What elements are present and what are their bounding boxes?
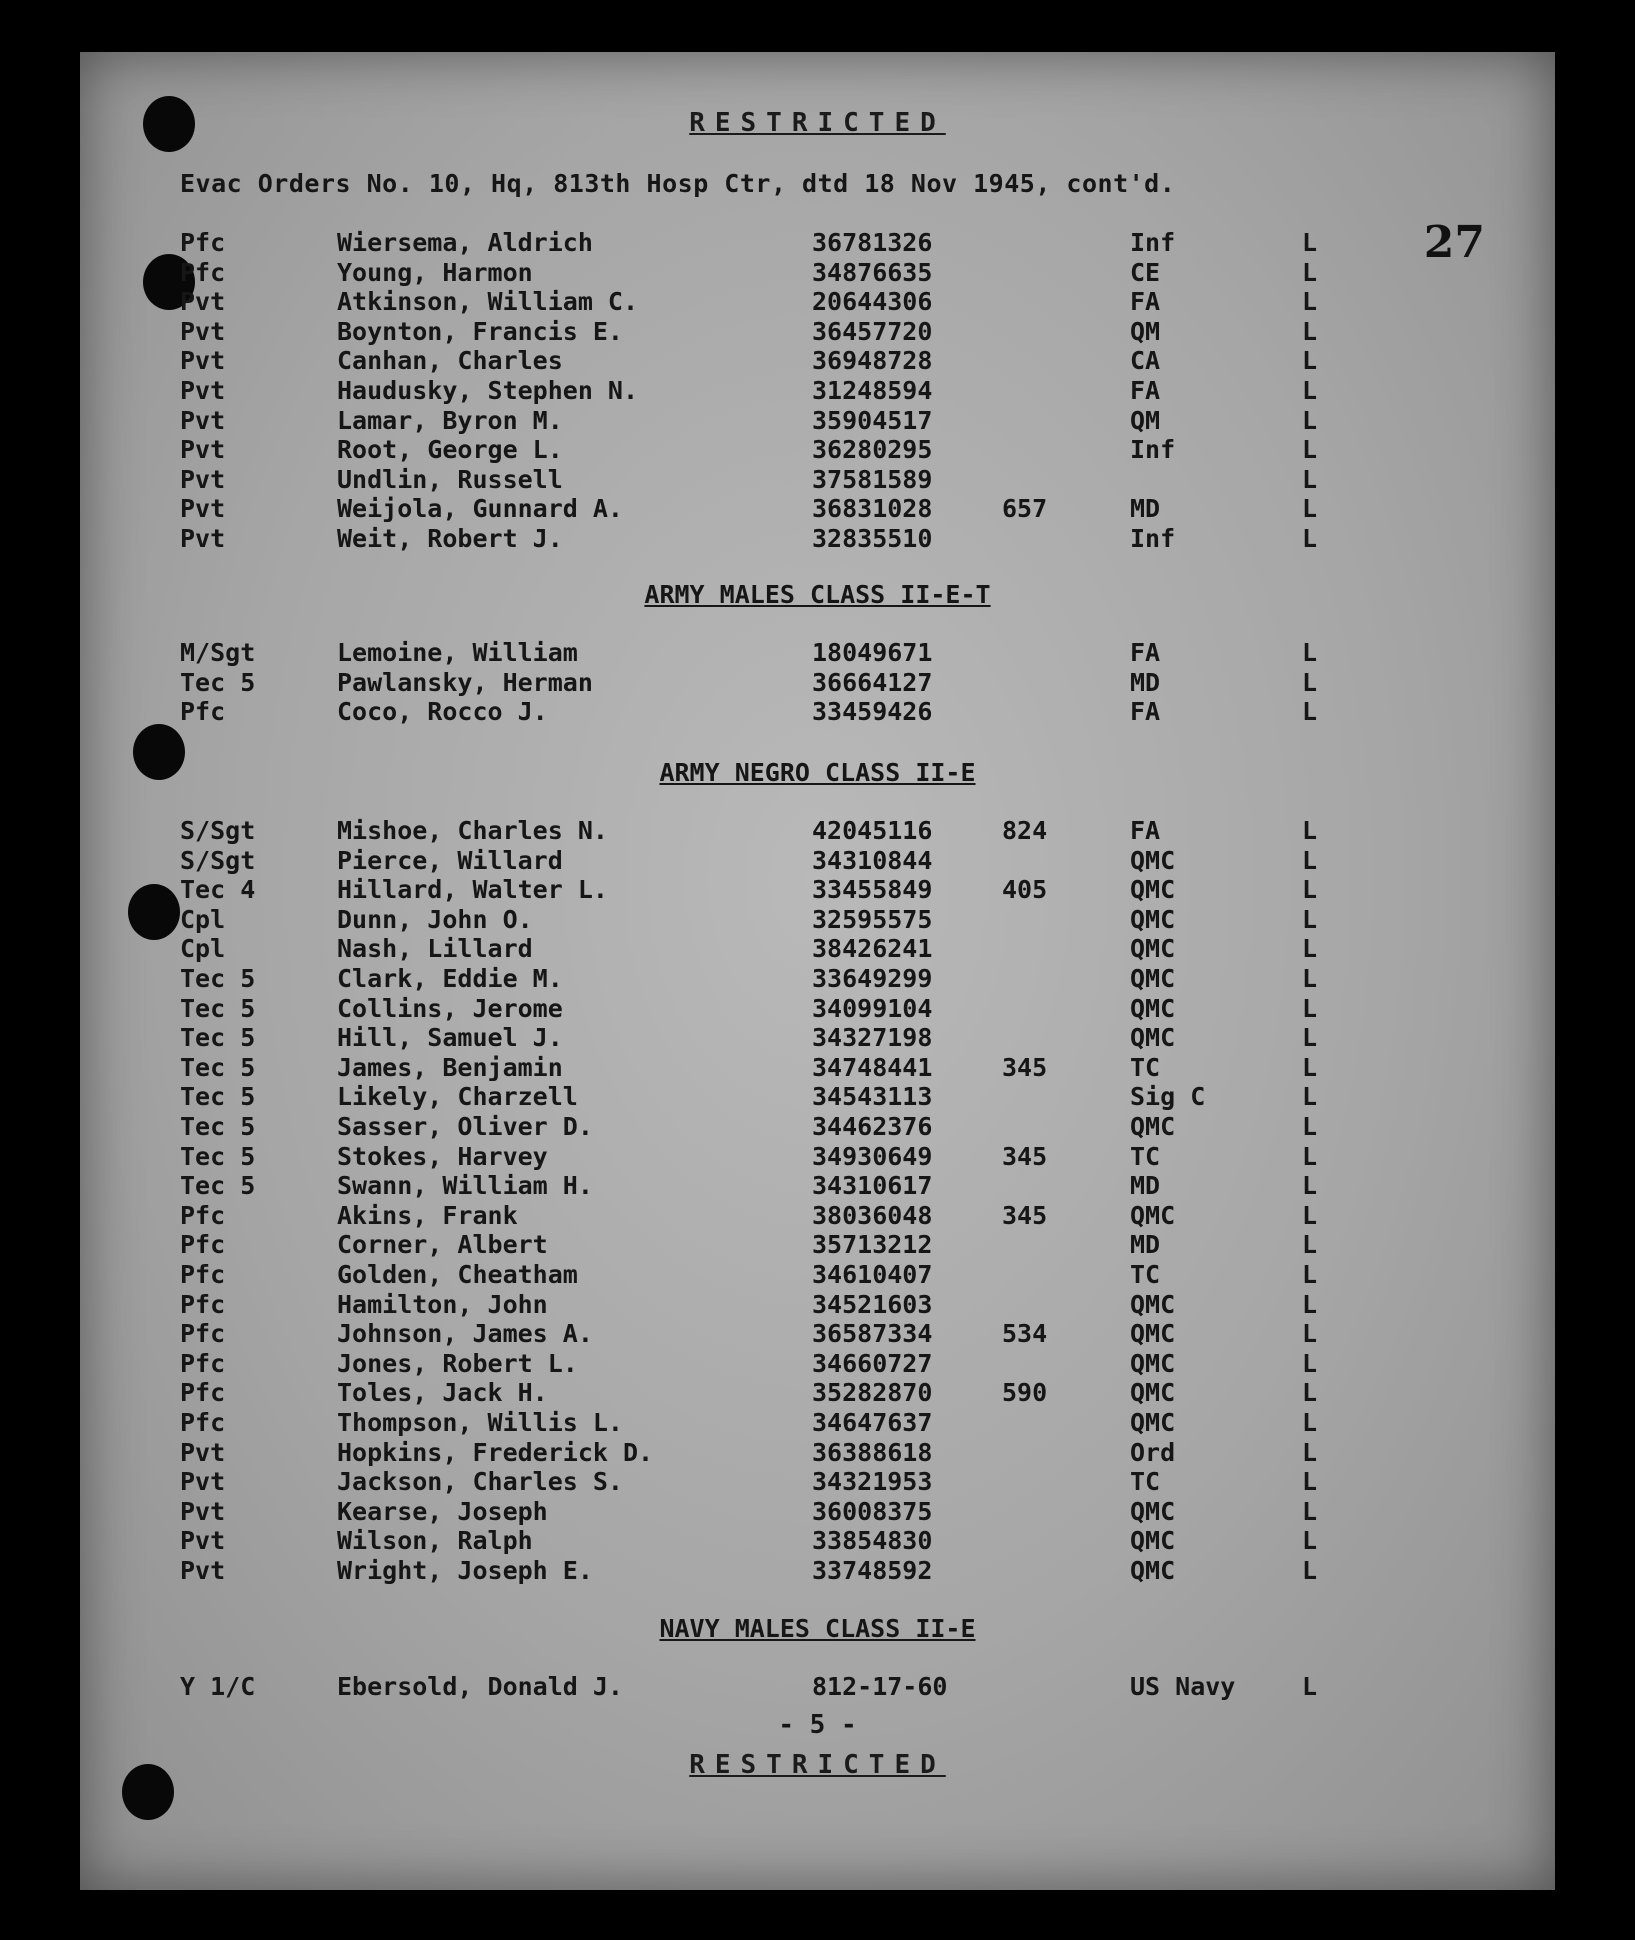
roster-rank: Pvt xyxy=(180,524,226,553)
roster-serial: 34610407 xyxy=(812,1260,933,1289)
roster-name: Lamar, Byron M. xyxy=(337,405,563,435)
roster-row xyxy=(80,1230,1555,1259)
roster-branch: QMC xyxy=(1130,993,1176,1023)
roster-branch: FA xyxy=(1130,638,1161,667)
roster-rank: Pfc xyxy=(180,1319,226,1349)
roster-branch: Inf xyxy=(1130,435,1176,465)
roster-rank: Tec 4 xyxy=(180,875,256,905)
roster-name: Nash, Lillard xyxy=(337,934,533,964)
roster-status: L xyxy=(1302,1378,1318,1408)
roster-row xyxy=(80,228,1555,257)
roster-serial: 38426241 xyxy=(812,934,933,964)
roster-rank: Tec 5 xyxy=(180,1082,256,1112)
roster-serial: 33455849 xyxy=(812,875,933,905)
roster-branch: QMC xyxy=(1130,875,1176,905)
roster-status: L xyxy=(1302,524,1318,553)
roster-status: L xyxy=(1302,1467,1318,1497)
roster-branch: Inf xyxy=(1130,524,1176,553)
roster-branch: MD xyxy=(1130,494,1161,524)
roster-name: Akins, Frank xyxy=(337,1200,518,1230)
roster-branch: FA xyxy=(1130,376,1161,405)
roster-status: L xyxy=(1302,1408,1318,1437)
roster-serial: 42045116 xyxy=(812,816,933,845)
roster-status: L xyxy=(1302,993,1318,1023)
roster-rank: Pvt xyxy=(180,1556,226,1585)
roster-rank: Pfc xyxy=(180,1408,226,1437)
roster-rank: Tec 5 xyxy=(180,1141,256,1171)
roster-serial: 36280295 xyxy=(812,435,933,465)
roster-name: Hill, Samuel J. xyxy=(337,1023,563,1053)
roster-serial: 812-17-60 xyxy=(812,1672,948,1701)
roster-serial: 34321953 xyxy=(812,1467,933,1497)
roster-row xyxy=(80,435,1555,464)
roster-branch: QMC xyxy=(1130,934,1176,964)
roster-branch: FA xyxy=(1130,287,1161,317)
roster-name: Jones, Robert L. xyxy=(337,1348,578,1378)
roster-branch: Sig C xyxy=(1130,1082,1206,1112)
roster-rank: Pfc xyxy=(180,257,226,287)
roster-rank: Tec 5 xyxy=(180,1052,256,1082)
roster-status: L xyxy=(1302,287,1318,317)
roster-name: Collins, Jerome xyxy=(337,993,563,1023)
roster-status: L xyxy=(1302,1289,1318,1319)
roster-rank: Pfc xyxy=(180,1348,226,1378)
roster-status: L xyxy=(1302,346,1318,376)
roster-status: L xyxy=(1302,1437,1318,1467)
roster-rank: M/Sgt xyxy=(180,638,256,667)
roster-rank: Pfc xyxy=(180,697,226,727)
restricted-heading-top: RESTRICTED xyxy=(689,108,946,138)
roster-branch: MD xyxy=(1130,1171,1161,1201)
roster-name: Pierce, Willard xyxy=(337,845,563,875)
roster-name: Dunn, John O. xyxy=(337,904,533,934)
roster-row xyxy=(80,1672,1555,1701)
roster-name: Stokes, Harvey xyxy=(337,1141,548,1171)
roster-branch: FA xyxy=(1130,816,1161,845)
roster-name: Jackson, Charles S. xyxy=(337,1467,623,1497)
roster-row xyxy=(80,964,1555,993)
roster-serial: 34647637 xyxy=(812,1408,933,1437)
roster-status: L xyxy=(1302,1230,1318,1260)
roster-rank: Tec 5 xyxy=(180,1023,256,1053)
roster-status: L xyxy=(1302,1556,1318,1585)
roster-name: Undlin, Russell xyxy=(337,464,563,494)
roster-code: 824 xyxy=(1002,816,1048,845)
roster-serial: 36781326 xyxy=(812,228,933,257)
roster-serial: 34310844 xyxy=(812,845,933,875)
roster-status: L xyxy=(1302,1141,1318,1171)
roster-branch: QMC xyxy=(1130,1526,1176,1556)
roster-rank: Tec 5 xyxy=(180,1171,256,1201)
roster-status: L xyxy=(1302,845,1318,875)
roster-rank: Pvt xyxy=(180,346,226,376)
roster-branch: QMC xyxy=(1130,1378,1176,1408)
roster-status: L xyxy=(1302,228,1318,257)
roster-rank: Pvt xyxy=(180,435,226,465)
roster-row xyxy=(80,494,1555,523)
roster-serial: 32835510 xyxy=(812,524,933,553)
roster-status: L xyxy=(1302,697,1318,727)
roster-rank: Tec 5 xyxy=(180,993,256,1023)
roster-row xyxy=(80,994,1555,1023)
roster-status: L xyxy=(1302,638,1318,667)
roster-name: Young, Harmon xyxy=(337,257,533,287)
roster-rank: Pfc xyxy=(180,1230,226,1260)
roster-rank: Pfc xyxy=(180,228,226,257)
roster-branch: QMC xyxy=(1130,1112,1176,1141)
roster-branch: TC xyxy=(1130,1260,1161,1289)
roster-serial: 36388618 xyxy=(812,1437,933,1467)
roster-status: L xyxy=(1302,1319,1318,1349)
roster-serial: 36457720 xyxy=(812,316,933,346)
roster-row xyxy=(80,1112,1555,1141)
roster-rank: S/Sgt xyxy=(180,845,256,875)
roster-status: L xyxy=(1302,405,1318,435)
roster-status: L xyxy=(1302,1052,1318,1082)
roster-branch: QM xyxy=(1130,316,1161,346)
roster-status: L xyxy=(1302,257,1318,287)
roster-rank: Pvt xyxy=(180,464,226,494)
roster-status: L xyxy=(1302,964,1318,993)
roster-row xyxy=(80,934,1555,963)
roster-status: L xyxy=(1302,1171,1318,1201)
roster-name: Ebersold, Donald J. xyxy=(337,1672,623,1701)
roster-name: Kearse, Joseph xyxy=(337,1496,548,1526)
roster-name: Weijola, Gunnard A. xyxy=(337,494,623,524)
roster-status: L xyxy=(1302,464,1318,494)
roster-branch: US Navy xyxy=(1130,1672,1236,1701)
roster-row xyxy=(80,317,1555,346)
roster-name: Corner, Albert xyxy=(337,1230,548,1260)
roster-status: L xyxy=(1302,1348,1318,1378)
roster-serial: 36948728 xyxy=(812,346,933,376)
roster-branch: TC xyxy=(1130,1467,1161,1497)
roster-name: Clark, Eddie M. xyxy=(337,964,563,993)
roster-serial: 34876635 xyxy=(812,257,933,287)
roster-rank: Y 1/C xyxy=(180,1672,256,1701)
roster-name: Canhan, Charles xyxy=(337,346,563,376)
roster-name: Boynton, Francis E. xyxy=(337,316,623,346)
section-title-army-males-ii-e-t: ARMY MALES CLASS II-E-T xyxy=(644,580,991,609)
roster-rank: Pfc xyxy=(180,1200,226,1230)
roster-serial: 34462376 xyxy=(812,1112,933,1141)
roster-rank: Tec 5 xyxy=(180,964,256,993)
roster-code: 345 xyxy=(1002,1141,1048,1171)
roster-row xyxy=(80,1556,1555,1585)
roster-name: Weit, Robert J. xyxy=(337,524,563,553)
roster-serial: 38036048 xyxy=(812,1200,933,1230)
roster-row xyxy=(80,1023,1555,1052)
roster-branch: QMC xyxy=(1130,1496,1176,1526)
roster-rank: Pfc xyxy=(180,1289,226,1319)
roster-serial: 34748441 xyxy=(812,1052,933,1082)
roster-name: Sasser, Oliver D. xyxy=(337,1112,593,1141)
roster-serial: 18049671 xyxy=(812,638,933,667)
roster-code: 534 xyxy=(1002,1319,1048,1349)
roster-status: L xyxy=(1302,816,1318,845)
order-reference-line: Evac Orders No. 10, Hq, 813th Hosp Ctr, dtd 18 Nov 1945, cont'd. xyxy=(180,169,1176,198)
roster-name: Wright, Joseph E. xyxy=(337,1556,593,1585)
roster-rank: S/Sgt xyxy=(180,816,256,845)
roster-name: Mishoe, Charles N. xyxy=(337,816,608,845)
roster-serial: 31248594 xyxy=(812,376,933,405)
roster-rank: Pvt xyxy=(180,1437,226,1467)
roster-name: Root, George L. xyxy=(337,435,563,465)
roster-serial: 34327198 xyxy=(812,1023,933,1053)
roster-name: Coco, Rocco J. xyxy=(337,697,548,727)
roster-serial: 33459426 xyxy=(812,697,933,727)
roster-serial: 35282870 xyxy=(812,1378,933,1408)
roster-rank: Pvt xyxy=(180,405,226,435)
roster-serial: 36664127 xyxy=(812,667,933,697)
roster-status: L xyxy=(1302,1526,1318,1556)
roster-status: L xyxy=(1302,1260,1318,1289)
roster-rank: Pfc xyxy=(180,1378,226,1408)
roster-row xyxy=(80,1201,1555,1230)
roster-serial: 33748592 xyxy=(812,1556,933,1585)
roster-row xyxy=(80,1319,1555,1348)
roster-serial: 34930649 xyxy=(812,1141,933,1171)
roster-serial: 37581589 xyxy=(812,464,933,494)
roster-row xyxy=(80,875,1555,904)
roster-code: 590 xyxy=(1002,1378,1048,1408)
roster-rank: Pfc xyxy=(180,1260,226,1289)
roster-status: L xyxy=(1302,934,1318,964)
roster-row xyxy=(80,1408,1555,1437)
roster-row xyxy=(80,816,1555,845)
roster-serial: 34543113 xyxy=(812,1082,933,1112)
section-title-army-negro-ii-e: ARMY NEGRO CLASS II-E xyxy=(659,758,976,787)
roster-branch: QMC xyxy=(1130,1289,1176,1319)
roster-row xyxy=(80,1526,1555,1555)
roster-status: L xyxy=(1302,667,1318,697)
roster-status: L xyxy=(1302,1023,1318,1053)
roster-row xyxy=(80,406,1555,435)
roster-row xyxy=(80,638,1555,667)
roster-code: 405 xyxy=(1002,875,1048,905)
roster-branch: CA xyxy=(1130,346,1161,376)
roster-branch: QMC xyxy=(1130,904,1176,934)
roster-serial: 36008375 xyxy=(812,1496,933,1526)
roster-rank: Pvt xyxy=(180,287,226,317)
roster-serial: 33649299 xyxy=(812,964,933,993)
roster-serial: 34310617 xyxy=(812,1171,933,1201)
roster-serial: 34660727 xyxy=(812,1348,933,1378)
roster-row xyxy=(80,846,1555,875)
roster-code: 345 xyxy=(1002,1200,1048,1230)
roster-serial: 34099104 xyxy=(812,993,933,1023)
roster-branch: TC xyxy=(1130,1141,1161,1171)
roster-status: L xyxy=(1302,875,1318,905)
roster-rank: Pvt xyxy=(180,316,226,346)
roster-status: L xyxy=(1302,1200,1318,1230)
roster-rank: Tec 5 xyxy=(180,667,256,697)
roster-branch: Inf xyxy=(1130,228,1176,257)
roster-row xyxy=(80,697,1555,726)
roster-branch: QMC xyxy=(1130,1319,1176,1349)
roster-serial: 34521603 xyxy=(812,1289,933,1319)
roster-branch: MD xyxy=(1130,1230,1161,1260)
roster-rank: Pvt xyxy=(180,1496,226,1526)
roster-name: Lemoine, William xyxy=(337,638,578,667)
roster-row xyxy=(80,1497,1555,1526)
roster-name: Swann, William H. xyxy=(337,1171,593,1201)
roster-code: 657 xyxy=(1002,494,1048,524)
roster-name: Johnson, James A. xyxy=(337,1319,593,1349)
roster-status: L xyxy=(1302,376,1318,405)
roster-status: L xyxy=(1302,435,1318,465)
roster-row xyxy=(80,1290,1555,1319)
roster-rank: Cpl xyxy=(180,934,226,964)
roster-row xyxy=(80,1467,1555,1496)
roster-name: Thompson, Willis L. xyxy=(337,1408,623,1437)
roster-serial: 35904517 xyxy=(812,405,933,435)
section-title-navy-males-ii-e: NAVY MALES CLASS II-E xyxy=(659,1614,976,1643)
roster-status: L xyxy=(1302,1672,1318,1701)
roster-status: L xyxy=(1302,1082,1318,1112)
roster-status: L xyxy=(1302,1496,1318,1526)
roster-name: James, Benjamin xyxy=(337,1052,563,1082)
roster-rank: Cpl xyxy=(180,904,226,934)
roster-row xyxy=(80,1349,1555,1378)
roster-status: L xyxy=(1302,904,1318,934)
roster-name: Atkinson, William C. xyxy=(337,287,639,317)
roster-serial: 20644306 xyxy=(812,287,933,317)
roster-branch: QMC xyxy=(1130,845,1176,875)
roster-name: Toles, Jack H. xyxy=(337,1378,548,1408)
roster-branch: QMC xyxy=(1130,964,1176,993)
roster-rank: Pvt xyxy=(180,376,226,405)
roster-name: Pawlansky, Herman xyxy=(337,667,593,697)
roster-branch: QMC xyxy=(1130,1556,1176,1585)
roster-row xyxy=(80,668,1555,697)
roster-row xyxy=(80,1142,1555,1171)
roster-row xyxy=(80,1171,1555,1200)
roster-row xyxy=(80,1378,1555,1407)
roster-row xyxy=(80,346,1555,375)
folio-number: 27 xyxy=(1423,217,1485,268)
roster-name: Wiersema, Aldrich xyxy=(337,228,593,257)
roster-row xyxy=(80,376,1555,405)
roster-name: Wilson, Ralph xyxy=(337,1526,533,1556)
roster-serial: 36831028 xyxy=(812,494,933,524)
roster-row xyxy=(80,1438,1555,1467)
roster-row xyxy=(80,1260,1555,1289)
roster-row xyxy=(80,1082,1555,1111)
roster-branch: QMC xyxy=(1130,1408,1176,1437)
roster-branch: QMC xyxy=(1130,1023,1176,1053)
roster-name: Likely, Charzell xyxy=(337,1082,578,1112)
roster-row xyxy=(80,905,1555,934)
roster-serial: 35713212 xyxy=(812,1230,933,1260)
roster-branch: TC xyxy=(1130,1052,1161,1082)
roster-branch: MD xyxy=(1130,667,1161,697)
roster-branch: QMC xyxy=(1130,1348,1176,1378)
roster-rank: Pvt xyxy=(180,1467,226,1497)
roster-status: L xyxy=(1302,316,1318,346)
roster-row xyxy=(80,1053,1555,1082)
document-page xyxy=(80,52,1555,1890)
roster-row xyxy=(80,465,1555,494)
restricted-heading-bottom: RESTRICTED xyxy=(689,1750,946,1780)
roster-row xyxy=(80,258,1555,287)
roster-serial: 32595575 xyxy=(812,904,933,934)
roster-row xyxy=(80,287,1555,316)
roster-rank: Pvt xyxy=(180,1526,226,1556)
roster-name: Hillard, Walter L. xyxy=(337,875,608,905)
roster-name: Hamilton, John xyxy=(337,1289,548,1319)
roster-branch: Ord xyxy=(1130,1437,1176,1467)
roster-rank: Tec 5 xyxy=(180,1112,256,1141)
roster-rank: Pvt xyxy=(180,494,226,524)
roster-serial: 33854830 xyxy=(812,1526,933,1556)
roster-branch: CE xyxy=(1130,257,1161,287)
page-number: - 5 - xyxy=(778,1710,857,1740)
roster-name: Hopkins, Frederick D. xyxy=(337,1437,654,1467)
roster-branch: FA xyxy=(1130,697,1161,727)
roster-name: Golden, Cheatham xyxy=(337,1260,578,1289)
roster-status: L xyxy=(1302,1112,1318,1141)
roster-branch: QM xyxy=(1130,405,1161,435)
roster-serial: 36587334 xyxy=(812,1319,933,1349)
roster-status: L xyxy=(1302,494,1318,524)
roster-row xyxy=(80,524,1555,553)
roster-code: 345 xyxy=(1002,1052,1048,1082)
roster-name: Haudusky, Stephen N. xyxy=(337,376,639,405)
roster-branch: QMC xyxy=(1130,1200,1176,1230)
